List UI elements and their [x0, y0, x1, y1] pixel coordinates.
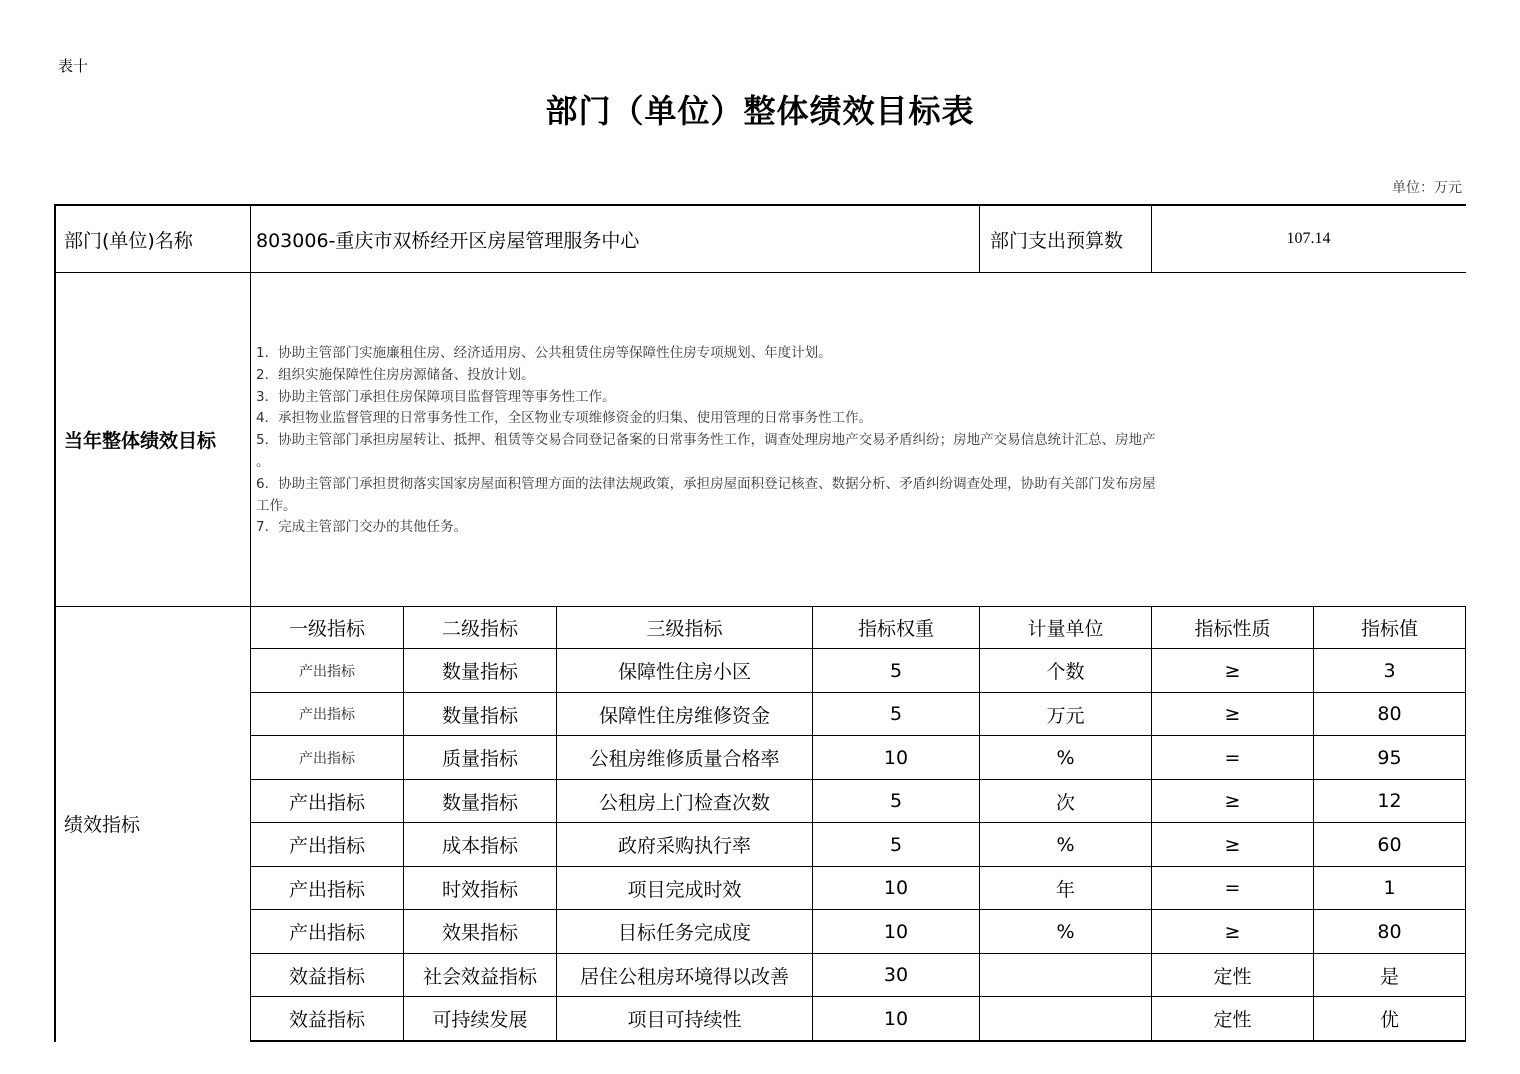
table-cell-weight: 5: [889, 790, 903, 812]
goal-line: 5．协助主管部门承担房屋转让、抵押、租赁等交易合同登记备案的日常事务性工作，调查处理房地产交易矛盾纠纷；房地产交易信息统计汇总、房地产: [256, 432, 1156, 449]
table-cell-level1: 产出指标: [299, 707, 355, 723]
table-cell-level2: 质量指标: [441, 748, 518, 770]
table-cell-nature: ≥: [1224, 790, 1241, 812]
col-header-weight: 指标权重: [857, 618, 934, 640]
unit-label: 单位：万元: [1392, 180, 1462, 196]
goals-label: 当年整体绩效目标: [64, 430, 217, 452]
dept-name-label: 部门(单位)名称: [64, 229, 193, 252]
table-cell-level2: 效果指标: [441, 922, 518, 944]
table-cell-level1: 效益指标: [288, 1009, 365, 1031]
goals-text: [256, 343, 1466, 539]
col-header-nature: 指标性质: [1194, 618, 1271, 640]
goal-line: 。: [256, 453, 270, 470]
table-cell-level1: 产出指标: [288, 791, 365, 814]
table-cell-level3: 保障性住房维修资金: [598, 704, 770, 727]
table-cell-level2: 可持续发展: [432, 1009, 528, 1031]
table-cell-value: 3: [1383, 659, 1396, 682]
goal-line: 工作。: [256, 497, 297, 514]
table-cell-nature: ≥: [1224, 659, 1241, 682]
table-cell-level3: 居住公租房环境得以改善: [579, 965, 789, 988]
table-cell-unit: [980, 954, 1151, 996]
table-cell-nature: 定性: [1213, 965, 1252, 988]
table-cell-level3: 公租房上门检查次数: [598, 791, 770, 814]
col-header-level2: 二级指标: [441, 618, 518, 640]
table-cell-level1: 产出指标: [299, 750, 355, 767]
table-cell-level3: 公租房维修质量合格率: [589, 748, 780, 770]
table-cell-weight: 30: [883, 964, 909, 986]
table-cell-level2: 时效指标: [441, 878, 518, 901]
table-cell-unit: %: [1056, 920, 1075, 943]
table-number: 表十: [58, 57, 89, 75]
table-cell-level1: 产出指标: [288, 878, 365, 901]
table-cell-value: 1: [1383, 877, 1396, 899]
table-cell-level2: 数量指标: [441, 704, 518, 727]
table-cell-unit: 次: [1055, 791, 1075, 814]
goal-line: 7．完成主管部门交办的其他任务。: [256, 519, 468, 536]
table-cell-value: 95: [1377, 746, 1402, 769]
indicators-label: 绩效指标: [64, 814, 141, 836]
table-cell-unit: 万元: [1046, 704, 1085, 727]
table-cell-weight: 10: [883, 920, 909, 943]
table-cell-weight: 10: [883, 1007, 909, 1030]
goal-line: 2．组织实施保障性住房房源储备、投放计划。: [256, 366, 535, 383]
col-header-level3: 三级指标: [646, 618, 723, 640]
table-cell-level1: 产出指标: [299, 663, 355, 680]
page-title: 部门（单位）整体绩效目标表: [545, 92, 975, 130]
table-cell-nature: =: [1224, 746, 1241, 769]
table-cell-nature: ≥: [1224, 703, 1241, 725]
table-cell-value: 是: [1379, 965, 1399, 988]
table-cell-weight: 5: [889, 703, 903, 725]
col-header-unit: 计量单位: [1027, 618, 1104, 640]
table-cell-weight: 5: [889, 833, 903, 856]
table-cell-level1: 产出指标: [288, 835, 365, 857]
table-cell-nature: ≥: [1224, 833, 1241, 856]
table-cell-unit: 年: [1055, 878, 1075, 901]
table-cell-level1: 效益指标: [288, 965, 365, 988]
budget-value: 107.14: [1286, 230, 1331, 247]
table-cell-level2: 数量指标: [441, 791, 518, 814]
table-cell-level2: 成本指标: [441, 835, 518, 857]
table-cell-level3: 政府采购执行率: [617, 835, 751, 857]
table-cell-weight: 10: [883, 746, 909, 769]
table-cell-nature: ≥: [1224, 920, 1241, 943]
goal-line: 4．承担物业监督管理的日常事务性工作，全区物业专项维修资金的归集、使用管理的日常事务性工作。: [256, 410, 873, 427]
table-cell-unit: %: [1056, 833, 1075, 856]
table-cell-level3: 目标任务完成度: [617, 922, 751, 944]
table-cell-level2: 数量指标: [441, 661, 518, 683]
table-cell-level1: 产出指标: [288, 922, 365, 944]
table-cell-value: 60: [1377, 833, 1402, 856]
table-cell-nature: 定性: [1213, 1009, 1252, 1031]
table-cell-unit: 个数: [1046, 661, 1085, 683]
col-header-value: 指标值: [1360, 618, 1418, 640]
table-cell-level3: 项目完成时效: [627, 878, 742, 901]
col-header-level1: 一级指标: [288, 618, 365, 640]
table-cell-level2: 社会效益指标: [422, 965, 537, 988]
table-cell-value: 80: [1377, 920, 1402, 943]
table-cell-level3: 项目可持续性: [627, 1009, 742, 1031]
table-cell-value: 优: [1379, 1009, 1399, 1031]
table-cell-value: 12: [1377, 790, 1402, 812]
budget-label: 部门支出预算数: [990, 229, 1124, 252]
goal-line: 6．协助主管部门承担贯彻落实国家房屋面积管理方面的法律法规政策，承担房屋面积登记核查、数据分析、矛盾纠纷调查处理，协助有关部门发布房屋: [256, 475, 1156, 492]
table-cell-level3: 保障性住房小区: [617, 661, 751, 683]
table-cell-nature: =: [1224, 877, 1241, 899]
goal-line: 1．协助主管部门实施廉租住房、经济适用房、公共租赁住房等保障性住房专项规划、年度计划。: [256, 345, 832, 361]
table-cell-weight: 5: [889, 659, 903, 682]
goal-line: 3．协助主管部门承担住房保障项目监督管理等事务性工作。: [256, 388, 616, 405]
dept-name-value: 803006-重庆市双桥经开区房屋管理服务中心: [256, 229, 640, 252]
table-cell-weight: 10: [883, 877, 909, 899]
table-cell-unit: [980, 997, 1151, 1040]
table-cell-unit: %: [1056, 746, 1075, 769]
table-cell-value: 80: [1377, 703, 1402, 725]
